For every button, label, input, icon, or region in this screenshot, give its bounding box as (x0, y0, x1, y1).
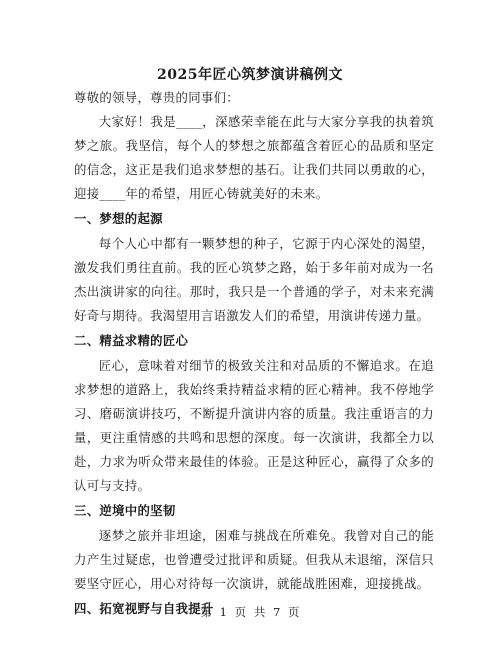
page-number: 第 1 页 共 7 页 (200, 605, 300, 619)
section-heading-3: 三、逆境中的坚韧 (74, 503, 176, 518)
document-title: 2025年匠心筑梦演讲稿例文 (157, 67, 343, 83)
section-heading-2: 二、精益求精的匠心 (74, 333, 189, 348)
section-heading-1: 一、梦想的起源 (74, 211, 163, 226)
section-heading-4: 四、拓宽视野与自我提升 (74, 601, 214, 616)
document-body (74, 86, 434, 622)
intro-paragraph: 大家好！我是____，深感荣幸能在此与大家分享我的执着筑梦之旅。我坚信，每个人的梦想之旅都蕴含着匠心的品质和坚定的信念，这正是我们追求梦想的基石。让我们共同以勇敢的心，迎接____年的希望，用匠心铸就美好的未来。 (74, 114, 434, 201)
section-body-1: 每个人心中都有一颗梦想的种子，它源于内心深处的渴望，激发我们勇往直前。我的匠心筑梦之路，始于多年前对成为一名杰出演讲家的向往。那时，我只是一个普通的学子，对未来充满好奇与期待。我渴望用言语激发人们的希望，用演讲传递力量。 (74, 236, 434, 323)
section-body-3: 逐梦之旅并非坦途，困难与挑战在所难免。我曾对自己的能力产生过疑虑，也曾遭受过批评和质疑。但我从未退缩，深信只要坚守匠心，用心对待每一次演讲，就能战胜困难，迎接挑战。 (74, 528, 434, 591)
section-body-2: 匠心，意味着对细节的极致关注和对品质的不懈追求。在追求梦想的道路上，我始终秉持精益求精的匠心精神。我不停地学习、磨砺演讲技巧，不断提升演讲内容的质量。我注重语言的力量，更注重情感的共鸣和思想的深度。每一次演讲，我都全力以赴，力求为听众带来最佳的体验。正是这种匠心，赢得了众多的认可与支持。 (74, 358, 434, 493)
greeting: 尊敬的领导，尊贵的同事们： (74, 90, 239, 105)
